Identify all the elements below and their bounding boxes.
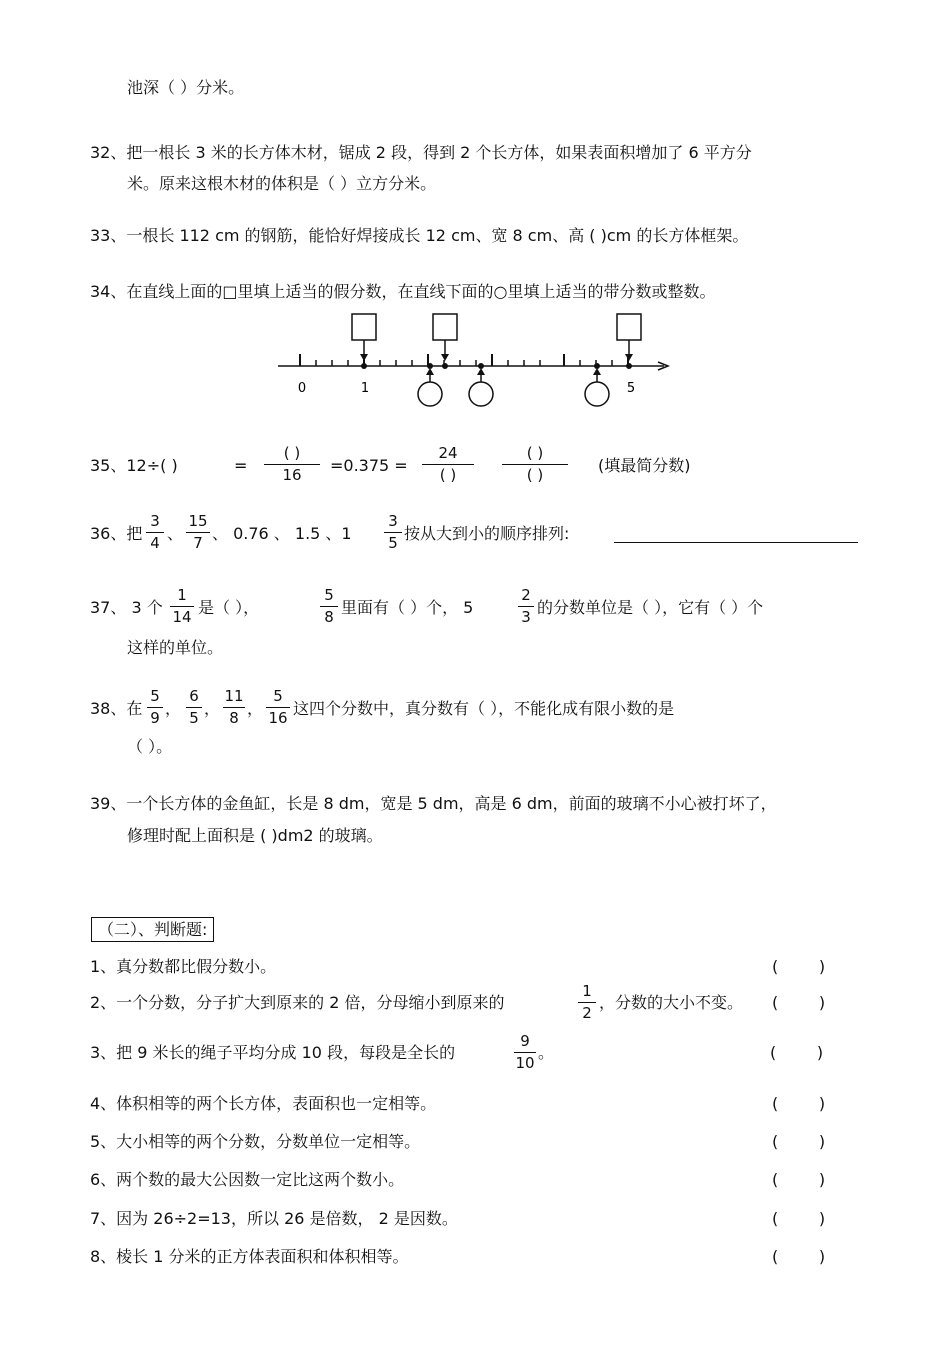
fraction-numerator: 5: [273, 687, 283, 705]
q37-fraction-1: [168, 588, 196, 625]
fraction-bar: [266, 707, 290, 708]
q37-t1: 是（ ），: [198, 598, 260, 617]
q35-note: (填最简分数): [598, 456, 691, 475]
fraction-denominator: 8: [324, 608, 334, 626]
fraction-denominator: ( ): [526, 466, 544, 484]
q32-line2: 米。原来这根木材的体积是（ ）立方分米。: [127, 174, 437, 193]
fraction-denominator: 16: [282, 466, 302, 484]
fraction-denominator: 7: [193, 534, 203, 552]
fraction-bar: [320, 606, 338, 607]
q37-line2: 这样的单位。: [127, 638, 224, 657]
q31-tail: 池深（ ）分米。: [127, 78, 245, 97]
q36-rest1: 、 0.76 、 1.5 、1: [212, 524, 352, 543]
q37-t2: 里面有（ ）个， 5: [341, 598, 474, 617]
fraction-bar: [514, 1052, 536, 1053]
judge-answer-2[interactable]: ( ): [772, 993, 826, 1012]
fraction-denominator: 16: [268, 709, 288, 727]
judge-item-3-tail: 。: [538, 1043, 555, 1062]
tick-label-0: 0: [297, 381, 307, 396]
q33: 33、一根长 112 cm 的钢筋，能恰好焊接成长 12 cm、宽 8 cm、高 ( )cm 的长方体框架。: [90, 226, 749, 245]
judge-item-6: 6、两个数的最大公因数一定比这两个数小。: [90, 1170, 405, 1189]
section-title: （二）、判断题:: [91, 917, 214, 942]
fraction-numerator: 1: [177, 586, 187, 604]
q36-lead: 36、把: [90, 524, 143, 543]
q38-fraction-3: [221, 689, 247, 726]
fraction-denominator: 9: [150, 709, 160, 727]
q38-line2: （ ）。: [127, 737, 173, 756]
judge-answer-7[interactable]: ( ): [772, 1209, 826, 1228]
q35-lead: 35、12÷( ): [90, 456, 178, 475]
fraction-numerator: 11: [224, 687, 244, 705]
fraction-denominator: 5: [189, 709, 199, 727]
q38-t1: 这四个分数中，真分数有（ ），不能化成有限小数的是: [293, 699, 675, 718]
fraction-numerator: 24: [438, 444, 458, 462]
judge-answer-8[interactable]: ( ): [772, 1247, 826, 1266]
q34: 34、在直线上面的□里填上适当的假分数，在直线下面的○里填上适当的带分数或整数。: [90, 282, 716, 301]
judge-answer-1[interactable]: ( ): [772, 957, 826, 976]
judge-answer-6[interactable]: ( ): [772, 1170, 826, 1189]
fraction-numerator: ( ): [526, 444, 544, 462]
q38-fraction-4: [264, 689, 292, 726]
q32-line1: 32、把一根长 3 米的长方体木材，锯成 2 段，得到 2 个长方体，如果表面积增加了 6 平方分: [90, 143, 752, 162]
judge-item-7: 7、因为 26÷2=13，所以 26 是倍数， 2 是因数。: [90, 1209, 458, 1228]
q38-comma-3: ，: [247, 699, 264, 718]
fraction-bar: [384, 532, 402, 533]
q36-fraction-2: [184, 514, 212, 551]
q36-fraction-3: [382, 514, 404, 551]
fraction-numerator: 5: [324, 586, 334, 604]
tick-label-1: 1: [360, 381, 370, 396]
fraction-bar: [170, 606, 194, 607]
judge-answer-4[interactable]: ( ): [772, 1094, 826, 1113]
judge-item-3: 3、把 9 米长的绳子平均分成 10 段，每段是全长的: [90, 1043, 456, 1062]
q36-rest2: 按从大到小的顺序排列:: [404, 524, 570, 543]
q37-fraction-3: [516, 588, 536, 625]
fraction-bar: [147, 707, 163, 708]
fraction-numerator: 2: [521, 586, 531, 604]
q36-fraction-1: [144, 514, 166, 551]
judge-item-5: 5、大小相等的两个分数，分数单位一定相等。: [90, 1132, 421, 1151]
judge-item-4: 4、体积相等的两个长方体，表面积也一定相等。: [90, 1094, 437, 1113]
fraction-denominator: ( ): [439, 466, 457, 484]
q37-lead: 37、 3 个: [90, 598, 163, 617]
fraction-numerator: ( ): [283, 444, 301, 462]
q37-t3: 的分数单位是（ ），它有（ ）个: [537, 598, 764, 617]
q39-line1: 39、一个长方体的金鱼缸，长是 8 dm，宽是 5 dm，高是 6 dm，前面的玻璃不小心被打坏了，: [90, 794, 777, 813]
judge-3-fraction: [512, 1034, 538, 1071]
q38-lead: 38、在: [90, 699, 143, 718]
fraction-denominator: 3: [521, 608, 531, 626]
fraction-bar: [223, 707, 245, 708]
judge-item-8: 8、棱长 1 分米的正方体表面积和体积相等。: [90, 1247, 409, 1266]
judge-answer-3[interactable]: ( ): [770, 1043, 824, 1062]
fraction-numerator: 6: [189, 687, 199, 705]
fraction-bar: [422, 464, 474, 465]
fraction-denominator: 8: [229, 709, 239, 727]
fraction-bar: [578, 1002, 596, 1003]
fraction-numerator: 9: [520, 1032, 530, 1050]
fraction-denominator: 10: [515, 1054, 535, 1072]
fraction-numerator: 3: [150, 512, 160, 530]
fraction-denominator: 4: [150, 534, 160, 552]
judge-2-fraction: [576, 984, 598, 1021]
q38-fraction-2: [184, 689, 204, 726]
q38-fraction-1: [145, 689, 165, 726]
q37-fraction-2: [318, 588, 340, 625]
fraction-bar: [502, 464, 568, 465]
fraction-denominator: 2: [582, 1004, 592, 1022]
fraction-numerator: 5: [150, 687, 160, 705]
fraction-bar: [186, 532, 210, 533]
judge-item-2: 2、一个分数，分子扩大到原来的 2 倍，分母缩小到原来的: [90, 993, 505, 1012]
q38-comma-1: ，: [165, 699, 182, 718]
fraction-numerator: 1: [582, 982, 592, 1000]
fraction-bar: [146, 532, 164, 533]
q35-eq1: =: [234, 456, 248, 475]
q38-comma-2: ，: [204, 699, 221, 718]
fraction-numerator: 3: [388, 512, 398, 530]
q36-sep: 、: [167, 524, 184, 543]
fraction-bar: [518, 606, 534, 607]
judge-answer-5[interactable]: ( ): [772, 1132, 826, 1151]
number-line: [0, 0, 950, 420]
tick-label-5: 5: [626, 381, 636, 396]
q35-fraction-1: [262, 446, 322, 483]
q35-eq2: =0.375 =: [330, 456, 408, 475]
fraction-bar: [186, 707, 202, 708]
fraction-denominator: 14: [172, 608, 192, 626]
judge-item-2-tail: ，分数的大小不变。: [599, 993, 744, 1012]
judge-item-1: 1、真分数都比假分数小。: [90, 957, 277, 976]
fraction-bar: [264, 464, 320, 465]
q39-line2: 修理时配上面积是 ( )dm2 的玻璃。: [127, 826, 383, 845]
q35-fraction-3: [500, 446, 570, 483]
q35-fraction-2: [420, 446, 476, 483]
fraction-numerator: 15: [188, 512, 208, 530]
answer-line[interactable]: [614, 542, 858, 543]
fraction-denominator: 5: [388, 534, 398, 552]
